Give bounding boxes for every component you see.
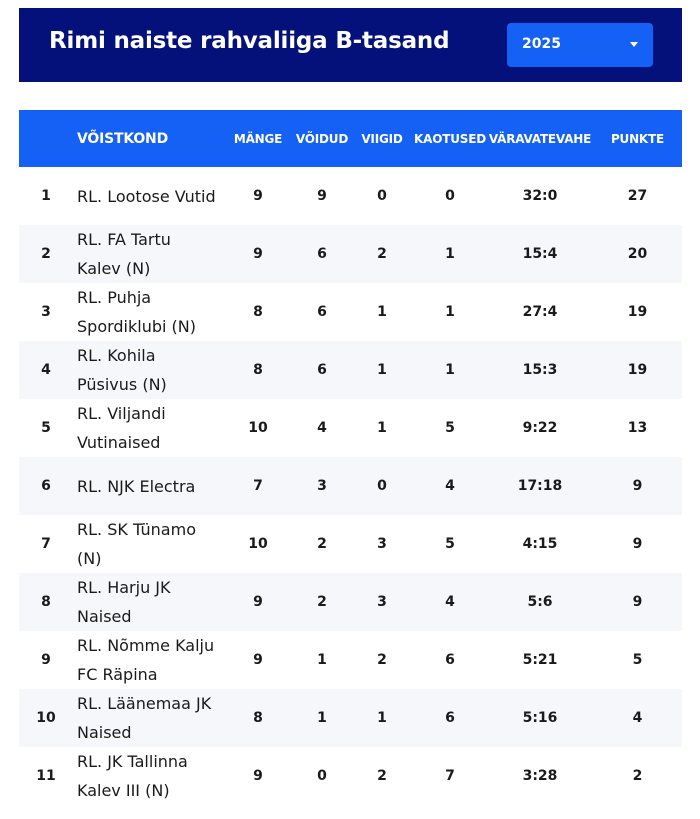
rank-cell: 10	[36, 710, 56, 726]
lost-cell: 6	[445, 652, 455, 668]
points-cell: 19	[627, 304, 648, 320]
points-cell: 9	[632, 478, 643, 494]
rank-cell: 4	[41, 362, 51, 378]
team-name-cell[interactable]: RL. Viljandi Vutinaised	[77, 404, 166, 452]
table-row	[19, 341, 682, 399]
team-name-cell[interactable]: RL. JK Tallinna Kalev III (N)	[77, 752, 188, 800]
goal-difference-cell: 5:21	[522, 652, 558, 668]
played-cell: 8	[253, 362, 263, 378]
team-name-cell[interactable]: RL. Läänemaa JK Naised	[77, 694, 212, 742]
played-cell: 9	[253, 652, 263, 668]
team-name-cell[interactable]: RL. NJK Electra	[77, 476, 196, 496]
column-header-lost[interactable]: KAOTUSED	[414, 131, 486, 146]
draws-cell: 1	[377, 362, 387, 378]
goal-difference-cell: 27:4	[522, 304, 558, 320]
table-row	[19, 747, 682, 805]
rank-cell: 3	[41, 304, 51, 320]
points-cell: 19	[627, 362, 648, 378]
goal-difference-cell: 3:28	[522, 768, 558, 784]
team-name-cell[interactable]: RL. FA Tartu Kalev (N)	[77, 230, 171, 278]
standings-table	[19, 110, 682, 805]
standings-body	[19, 167, 682, 805]
played-cell: 9	[253, 768, 263, 784]
goal-difference-cell: 15:3	[522, 362, 558, 378]
team-name-cell[interactable]: RL. Nõmme Kalju FC Räpina	[77, 636, 215, 684]
column-header-team[interactable]: VÕISTKOND	[77, 130, 168, 147]
table-row	[19, 283, 682, 341]
lost-cell: 1	[445, 246, 455, 262]
goal-difference-cell: 32:0	[522, 188, 558, 204]
page-header	[19, 8, 682, 82]
year-select[interactable]	[507, 23, 653, 67]
played-cell: 10	[248, 420, 268, 436]
table-row	[19, 399, 682, 457]
won-cell: 4	[317, 420, 327, 436]
points-cell: 27	[627, 188, 648, 204]
lost-cell: 5	[445, 420, 455, 436]
goal-difference-cell: 15:4	[522, 246, 558, 262]
rank-cell: 11	[36, 768, 56, 784]
team-name-cell[interactable]: RL. Kohila Püsivus (N)	[77, 346, 167, 394]
draws-cell: 2	[377, 652, 387, 668]
table-row	[19, 631, 682, 689]
points-cell: 9	[632, 594, 643, 610]
draws-cell: 0	[377, 188, 387, 204]
won-cell: 0	[317, 768, 327, 784]
year-select-value: 2025	[522, 36, 561, 52]
lost-cell: 6	[445, 710, 455, 726]
draws-cell: 2	[377, 246, 387, 262]
goal-difference-cell: 9:22	[522, 420, 558, 436]
played-cell: 9	[253, 594, 263, 610]
column-header-draws[interactable]: VIIGID	[361, 131, 403, 146]
rank-cell: 2	[41, 246, 51, 262]
points-cell: 9	[632, 536, 643, 552]
draws-cell: 3	[377, 536, 387, 552]
draws-cell: 1	[377, 420, 387, 436]
team-name-cell[interactable]: RL. Harju JK Naised	[77, 578, 171, 626]
won-cell: 6	[317, 246, 327, 262]
team-name-cell[interactable]: RL. Puhja Spordiklubi (N)	[77, 288, 196, 336]
table-row	[19, 515, 682, 573]
points-cell: 20	[627, 246, 648, 262]
table-row	[19, 457, 682, 515]
column-header-won[interactable]: VÕIDUD	[295, 131, 349, 146]
goal-difference-cell: 5:6	[527, 594, 553, 610]
played-cell: 10	[248, 536, 268, 552]
played-cell: 8	[253, 304, 263, 320]
lost-cell: 0	[445, 188, 455, 204]
table-row	[19, 167, 682, 225]
goal-difference-cell: 5:16	[522, 710, 558, 726]
won-cell: 9	[317, 188, 327, 204]
table-row	[19, 689, 682, 747]
won-cell: 1	[317, 652, 327, 668]
column-header-goals[interactable]: VÄRAVATEVAHE	[488, 131, 592, 146]
points-cell: 5	[632, 652, 643, 668]
table-row	[19, 573, 682, 631]
draws-cell: 0	[377, 478, 387, 494]
table-header-row	[19, 110, 682, 167]
played-cell: 7	[253, 478, 263, 494]
lost-cell: 5	[445, 536, 455, 552]
lost-cell: 4	[445, 594, 455, 610]
team-name-cell[interactable]: RL. Lootose Vutid	[77, 186, 216, 206]
won-cell: 2	[317, 536, 327, 552]
won-cell: 1	[317, 710, 327, 726]
chevron-down-icon	[630, 42, 638, 47]
points-cell: 2	[632, 768, 643, 784]
draws-cell: 1	[377, 304, 387, 320]
column-header-rank	[19, 110, 73, 167]
page-title: Rimi naiste rahvaliiga B-tasand	[49, 28, 450, 54]
rank-cell: 5	[41, 420, 51, 436]
rank-cell: 7	[41, 536, 51, 552]
lost-cell: 4	[445, 478, 455, 494]
lost-cell: 1	[445, 304, 455, 320]
lost-cell: 7	[445, 768, 455, 784]
won-cell: 2	[317, 594, 327, 610]
won-cell: 3	[317, 478, 327, 494]
column-header-points[interactable]: PUNKTE	[610, 131, 665, 146]
won-cell: 6	[317, 362, 327, 378]
table-row	[19, 225, 682, 283]
rank-cell: 6	[41, 478, 51, 494]
team-name-cell[interactable]: RL. SK Tünamo (N)	[77, 520, 196, 568]
played-cell: 9	[253, 188, 263, 204]
lost-cell: 1	[445, 362, 455, 378]
column-header-played[interactable]: MÄNGE	[233, 131, 283, 146]
rank-cell: 1	[41, 188, 51, 204]
rank-cell: 9	[41, 652, 51, 668]
goal-difference-cell: 4:15	[522, 536, 558, 552]
draws-cell: 3	[377, 594, 387, 610]
goal-difference-cell: 17:18	[517, 478, 563, 494]
played-cell: 9	[253, 246, 263, 262]
points-cell: 13	[627, 420, 648, 436]
draws-cell: 2	[377, 768, 387, 784]
rank-cell: 8	[41, 594, 51, 610]
draws-cell: 1	[377, 710, 387, 726]
played-cell: 8	[253, 710, 263, 726]
won-cell: 6	[317, 304, 327, 320]
points-cell: 4	[632, 710, 643, 726]
